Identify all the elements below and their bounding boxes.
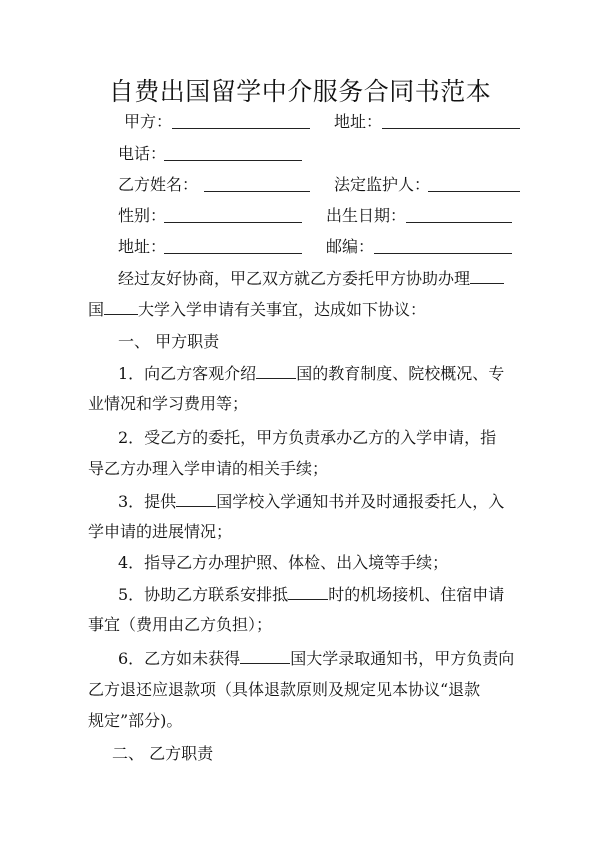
party-b-name-blank [204,191,310,192]
intro-line-1: 经过友好协商，甲乙双方就乙方委托甲方协助办理 [118,268,558,289]
country-blank [240,648,290,664]
intro-line-2: 国 大学入学申请有关事宜，达成如下协议： [88,300,427,319]
item-2-line-2: 导乙方办理入学申请的相关手续； [88,459,329,478]
item-1-line-1: 1．向乙方客观介绍 国的教育制度、院校概况、专 [118,364,505,383]
item-5-line-1: 5．协助乙方联系安排抵 时的机场接机、住宿申请 [118,585,505,604]
party-a-blank [172,128,310,129]
address-label-1: 地址： [334,112,383,131]
phone-label: 电话： [118,144,167,163]
item-4-line-1: 4．指导乙方办理护照、体检、出入境等手续； [118,553,449,572]
item-6-line-1: 6．乙方如未获得 国大学录取通知书，甲方负责向 [118,649,515,668]
address-blank-2 [164,253,302,254]
address-label-2: 地址： [118,237,167,256]
country-blank [470,268,504,284]
section-1-heading: 一、 甲方职责 [118,332,220,351]
postcode-blank [374,253,512,254]
phone-blank [164,160,302,161]
item-2-line-1: 2．受乙方的委托，甲方负责承办乙方的入学申请，指 [118,428,497,447]
item-6-line-3: 规定”部分)。 [88,711,183,730]
gender-blank [164,222,302,223]
document-title: 自费出国留学中介服务合同书范本 [108,77,492,106]
country-blank [104,299,138,315]
item-5-line-2: 事宜（费用由乙方负担）； [88,615,273,634]
country-blank [176,491,216,507]
item-3-line-1: 3．提供 国学校入学通知书并及时通报委托人，入 [118,492,505,511]
party-a-label: 甲方： [124,112,173,131]
party-b-name-label: 乙方姓名： [118,175,199,194]
item-6-line-2: 乙方退还应退款项（具体退款原则及规定见本协议“退款 [88,680,481,699]
item-3-line-2: 学申请的进展情况； [88,522,233,541]
birth-date-blank [406,222,512,223]
postcode-label: 邮编： [326,237,375,256]
birth-date-label: 出生日期： [326,206,407,225]
address-blank-1 [382,128,520,129]
section-2-heading: 二、 乙方职责 [112,744,214,763]
guardian-blank [428,191,520,192]
guardian-label: 法定监护人： [334,175,431,194]
item-1-line-2: 业情况和学习费用等； [88,394,249,413]
gender-label: 性别： [118,206,167,225]
country-blank [256,363,296,379]
destination-blank [288,584,328,600]
